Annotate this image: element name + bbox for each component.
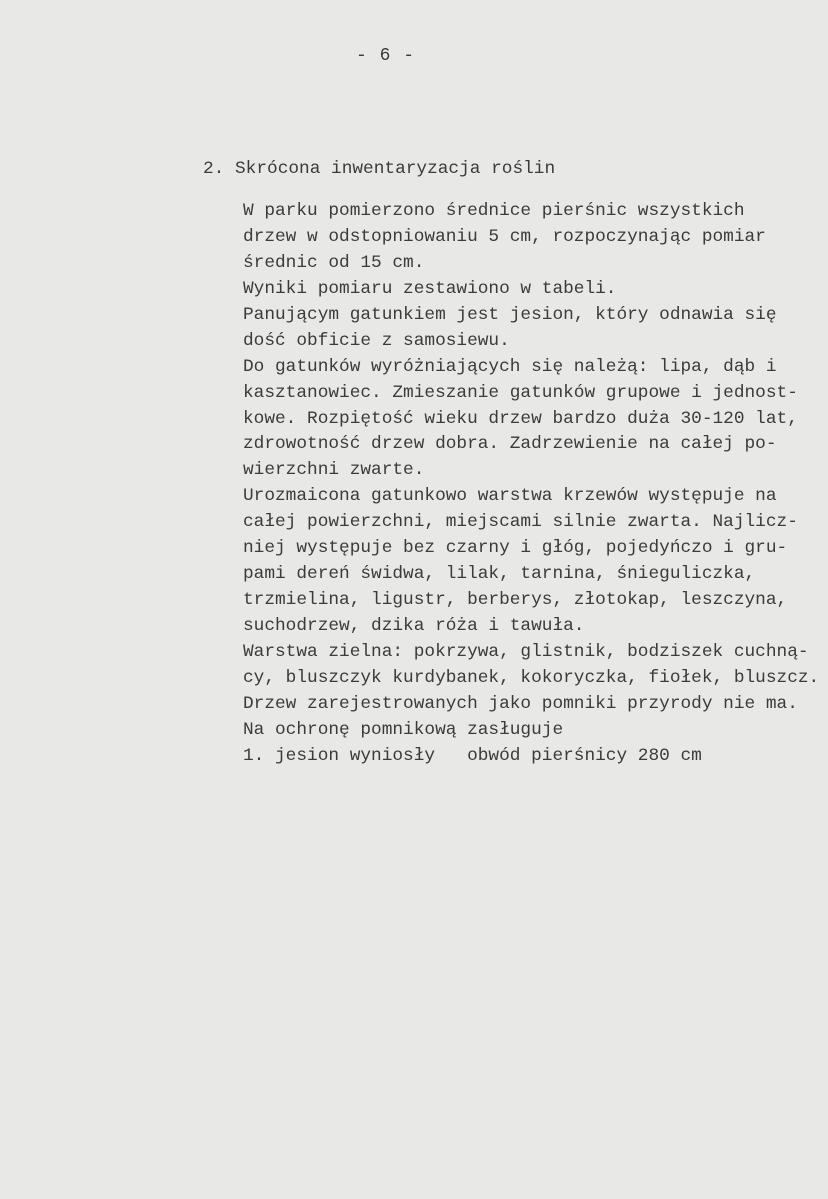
text-line: suchodrzew, dzika róża i tawuła. (243, 616, 585, 636)
page-number: - 6 - (356, 46, 416, 66)
text-line: dość obficie z samosiewu. (243, 330, 510, 351)
text-line: Panującym gatunkiem jest jesion, który odnawia się (243, 304, 777, 325)
text-line: Do gatunków wyróżniających się należą: lipa, dąb i (243, 356, 777, 377)
text-line: pami dereń świdwa, lilak, tarnina, śnieguliczka, (243, 564, 756, 585)
text-line: drzew w odstopniowaniu 5 cm, rozpoczynając pomiar (243, 226, 766, 247)
text-line: Drzew zarejestrowanych jako pomniki przyrody nie ma. (243, 693, 798, 714)
text-line: Warstwa zielna: pokrzywa, glistnik, bodziszek cuchną- (243, 641, 809, 662)
text-line: Na ochronę pomnikową zasługuje (243, 719, 564, 740)
text-line: 1. jesion wyniosły obwód pierśnicy 280 cm (243, 745, 702, 766)
text-line: trzmielina, ligustr, berberys, złotokap, leszczyna, (243, 590, 788, 611)
text-line: kowe. Rozpiętość wieku drzew bardzo duża 30-120 lat, (243, 408, 798, 429)
text-line: kasztanowiec. Zmieszanie gatunków grupowe i jednost- (243, 382, 798, 403)
text-line: średnic od 15 cm. (243, 252, 425, 273)
text-line: niej występuje bez czarny i głóg, pojedyńczo i gru- (243, 538, 788, 559)
body-text (243, 199, 819, 770)
text-line: cy, bluszczyk kurdybanek, kokoryczka, fiołek, bluszcz. (243, 667, 820, 688)
text-line: Urozmaicona gatunkowo warstwa krzewów występuje na (243, 486, 777, 507)
text-line: Wyniki pomiaru zestawiono w tabeli. (243, 278, 617, 299)
section-heading: 2. Skrócona inwentaryzacja roślin (203, 159, 556, 179)
text-line: W parku pomierzono średnice pierśnic wszystkich (243, 201, 745, 221)
text-line: wierzchni zwarte. (243, 460, 425, 481)
text-line: całej powierzchni, miejscami silnie zwarta. Najlicz- (243, 512, 798, 533)
text-line: zdrowotność drzew dobra. Zadrzewienie na całej po- (243, 434, 777, 455)
